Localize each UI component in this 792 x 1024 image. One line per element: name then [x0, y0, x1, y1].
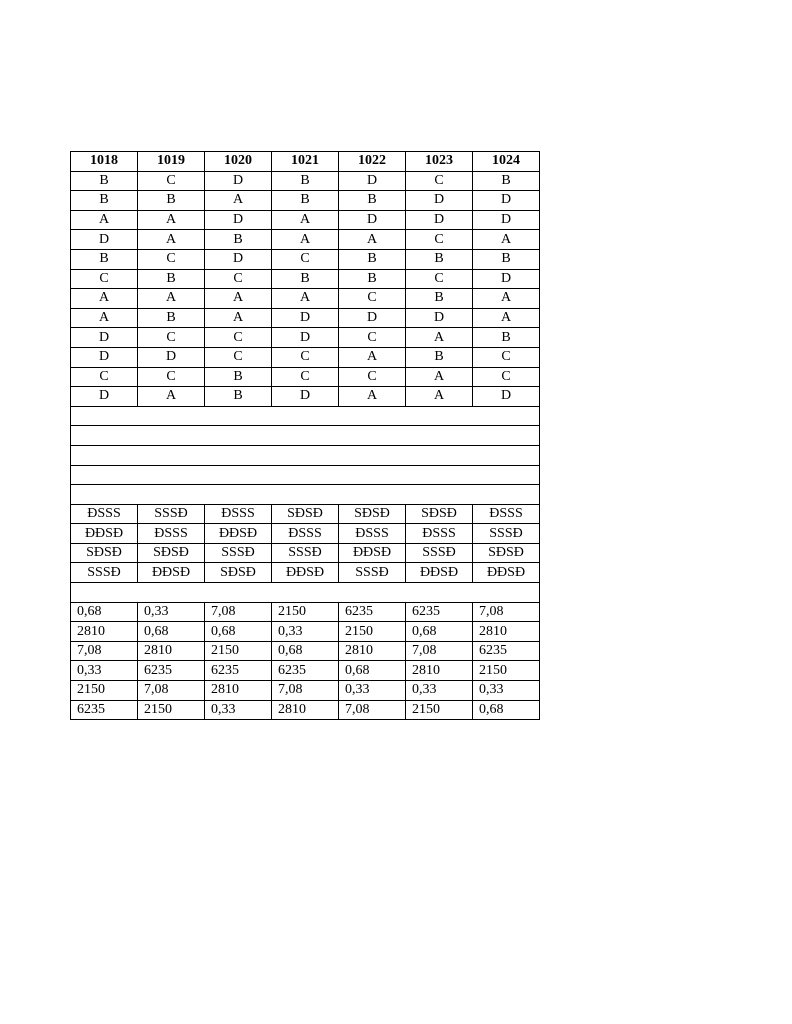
tf-answer-cell: SĐSĐ [71, 543, 138, 563]
mc-answer-cell: D [71, 347, 138, 367]
blank-cell [473, 465, 540, 485]
mc-answer-cell: A [205, 289, 272, 309]
true-false-row [71, 504, 540, 524]
mc-answer-cell: C [272, 347, 339, 367]
short-answer-cell: 7,08 [138, 681, 205, 701]
blank-separator-row [71, 465, 540, 485]
tf-answer-cell: ĐSSS [138, 524, 205, 544]
blank-cell [138, 445, 205, 465]
multiple-choice-row [71, 328, 540, 348]
mc-answer-cell: B [272, 191, 339, 211]
mc-answer-cell: B [339, 249, 406, 269]
mc-answer-cell: A [406, 328, 473, 348]
short-answer-cell: 2810 [339, 641, 406, 661]
tf-answer-cell: SĐSĐ [473, 543, 540, 563]
mc-answer-cell: A [71, 289, 138, 309]
blank-separator-row [71, 445, 540, 465]
mc-answer-cell: A [272, 210, 339, 230]
mc-answer-cell: C [406, 269, 473, 289]
exam-code-header-row [71, 152, 540, 172]
multiple-choice-row [71, 347, 540, 367]
multiple-choice-row [71, 171, 540, 191]
mc-answer-cell: C [138, 367, 205, 387]
mc-answer-cell: D [406, 308, 473, 328]
mc-answer-cell: D [272, 387, 339, 407]
blank-cell [406, 583, 473, 603]
blank-cell [473, 583, 540, 603]
tf-answer-cell: SSSĐ [71, 563, 138, 583]
mc-answer-cell: C [138, 171, 205, 191]
mc-answer-cell: D [339, 308, 406, 328]
mc-answer-cell: C [138, 249, 205, 269]
short-answer-row [71, 661, 540, 681]
exam-code-header: 1024 [473, 152, 540, 172]
blank-cell [272, 583, 339, 603]
mc-answer-cell: A [272, 289, 339, 309]
blank-cell [406, 485, 473, 505]
tf-answer-cell: SSSĐ [339, 563, 406, 583]
short-answer-cell: 2150 [272, 602, 339, 622]
mc-answer-cell: D [406, 191, 473, 211]
short-answer-cell: 6235 [272, 661, 339, 681]
mc-answer-cell: B [138, 269, 205, 289]
blank-cell [339, 406, 406, 426]
mc-answer-cell: A [406, 387, 473, 407]
blank-cell [272, 445, 339, 465]
blank-cell [71, 485, 138, 505]
mc-answer-cell: D [339, 210, 406, 230]
blank-cell [205, 583, 272, 603]
short-answer-cell: 2150 [205, 641, 272, 661]
mc-answer-cell: A [71, 308, 138, 328]
exam-code-header: 1023 [406, 152, 473, 172]
tf-answer-cell: SSSĐ [272, 543, 339, 563]
blank-cell [272, 406, 339, 426]
short-answer-row [71, 700, 540, 720]
mc-answer-cell: B [205, 387, 272, 407]
mc-answer-cell: C [138, 328, 205, 348]
blank-cell [272, 426, 339, 446]
mc-answer-cell: D [71, 328, 138, 348]
mc-answer-cell: A [339, 347, 406, 367]
mc-answer-cell: B [473, 328, 540, 348]
multiple-choice-row [71, 308, 540, 328]
true-false-row [71, 524, 540, 544]
blank-cell [272, 485, 339, 505]
short-answer-cell: 0,33 [272, 622, 339, 642]
short-answer-cell: 0,68 [406, 622, 473, 642]
mc-answer-cell: C [339, 328, 406, 348]
short-answer-cell: 6235 [205, 661, 272, 681]
mc-answer-cell: C [406, 230, 473, 250]
short-answer-cell: 2150 [138, 700, 205, 720]
short-answer-cell: 2150 [473, 661, 540, 681]
exam-code-header: 1019 [138, 152, 205, 172]
blank-cell [339, 485, 406, 505]
tf-answer-cell: ĐĐSĐ [71, 524, 138, 544]
tf-answer-cell: SĐSĐ [205, 563, 272, 583]
short-answer-cell: 6235 [71, 700, 138, 720]
tf-answer-cell: ĐĐSĐ [272, 563, 339, 583]
tf-answer-cell: ĐSSS [272, 524, 339, 544]
blank-separator-row [71, 583, 540, 603]
mc-answer-cell: A [272, 230, 339, 250]
mc-answer-cell: C [339, 289, 406, 309]
short-answer-cell: 0,33 [71, 661, 138, 681]
answer-key-body [71, 152, 540, 720]
short-answer-cell: 6235 [339, 602, 406, 622]
blank-cell [406, 426, 473, 446]
short-answer-cell: 2810 [205, 681, 272, 701]
blank-cell [406, 406, 473, 426]
short-answer-cell: 2810 [406, 661, 473, 681]
short-answer-cell: 7,08 [205, 602, 272, 622]
short-answer-cell: 6235 [138, 661, 205, 681]
tf-answer-cell: SSSĐ [473, 524, 540, 544]
mc-answer-cell: C [272, 367, 339, 387]
blank-cell [339, 445, 406, 465]
blank-cell [138, 406, 205, 426]
mc-answer-cell: A [138, 210, 205, 230]
mc-answer-cell: B [272, 269, 339, 289]
short-answer-cell: 2810 [71, 622, 138, 642]
mc-answer-cell: A [406, 367, 473, 387]
tf-answer-cell: SĐSĐ [339, 504, 406, 524]
mc-answer-cell: C [406, 171, 473, 191]
short-answer-cell: 0,33 [473, 681, 540, 701]
short-answer-cell: 0,33 [339, 681, 406, 701]
blank-cell [272, 465, 339, 485]
blank-cell [71, 583, 138, 603]
blank-cell [339, 465, 406, 485]
mc-answer-cell: C [71, 367, 138, 387]
answer-key-table [70, 151, 540, 720]
tf-answer-cell: SĐSĐ [138, 543, 205, 563]
mc-answer-cell: D [272, 308, 339, 328]
short-answer-cell: 2810 [272, 700, 339, 720]
tf-answer-cell: ĐĐSĐ [473, 563, 540, 583]
mc-answer-cell: D [473, 191, 540, 211]
short-answer-cell: 0,68 [339, 661, 406, 681]
short-answer-cell: 0,68 [272, 641, 339, 661]
short-answer-cell: 0,68 [473, 700, 540, 720]
blank-cell [138, 583, 205, 603]
mc-answer-cell: A [339, 230, 406, 250]
short-answer-cell: 0,33 [406, 681, 473, 701]
exam-code-header: 1021 [272, 152, 339, 172]
mc-answer-cell: D [71, 387, 138, 407]
blank-cell [138, 485, 205, 505]
multiple-choice-row [71, 387, 540, 407]
blank-separator-row [71, 406, 540, 426]
tf-answer-cell: SSSĐ [138, 504, 205, 524]
mc-answer-cell: D [406, 210, 473, 230]
tf-answer-cell: SĐSĐ [272, 504, 339, 524]
short-answer-cell: 7,08 [473, 602, 540, 622]
mc-answer-cell: C [205, 269, 272, 289]
mc-answer-cell: A [138, 230, 205, 250]
exam-code-header: 1022 [339, 152, 406, 172]
short-answer-cell: 7,08 [339, 700, 406, 720]
short-answer-cell: 7,08 [71, 641, 138, 661]
true-false-row [71, 563, 540, 583]
mc-answer-cell: D [339, 171, 406, 191]
blank-separator-row [71, 485, 540, 505]
multiple-choice-row [71, 367, 540, 387]
mc-answer-cell: B [339, 191, 406, 211]
short-answer-cell: 2150 [339, 622, 406, 642]
mc-answer-cell: D [473, 387, 540, 407]
short-answer-row [71, 641, 540, 661]
mc-answer-cell: B [406, 289, 473, 309]
mc-answer-cell: A [473, 308, 540, 328]
tf-answer-cell: SSSĐ [205, 543, 272, 563]
blank-cell [473, 406, 540, 426]
short-answer-cell: 0,68 [71, 602, 138, 622]
mc-answer-cell: B [205, 367, 272, 387]
short-answer-row [71, 602, 540, 622]
tf-answer-cell: ĐĐSĐ [138, 563, 205, 583]
mc-answer-cell: B [272, 171, 339, 191]
mc-answer-cell: A [473, 230, 540, 250]
mc-answer-cell: D [138, 347, 205, 367]
mc-answer-cell: A [205, 191, 272, 211]
short-answer-cell: 0,68 [138, 622, 205, 642]
short-answer-row [71, 622, 540, 642]
blank-cell [339, 583, 406, 603]
mc-answer-cell: B [71, 171, 138, 191]
short-answer-cell: 2810 [138, 641, 205, 661]
short-answer-cell: 6235 [406, 602, 473, 622]
mc-answer-cell: A [138, 289, 205, 309]
mc-answer-cell: B [71, 249, 138, 269]
tf-answer-cell: ĐSSS [71, 504, 138, 524]
multiple-choice-row [71, 210, 540, 230]
short-answer-cell: 7,08 [272, 681, 339, 701]
mc-answer-cell: B [406, 347, 473, 367]
short-answer-cell: 0,33 [138, 602, 205, 622]
tf-answer-cell: ĐSSS [205, 504, 272, 524]
mc-answer-cell: D [205, 210, 272, 230]
mc-answer-cell: A [339, 387, 406, 407]
tf-answer-cell: ĐSSS [406, 524, 473, 544]
blank-cell [71, 406, 138, 426]
mc-answer-cell: D [272, 328, 339, 348]
blank-cell [71, 465, 138, 485]
mc-answer-cell: D [205, 249, 272, 269]
blank-cell [205, 445, 272, 465]
mc-answer-cell: C [205, 328, 272, 348]
mc-answer-cell: C [71, 269, 138, 289]
blank-separator-row [71, 426, 540, 446]
blank-cell [473, 426, 540, 446]
short-answer-row [71, 681, 540, 701]
blank-cell [71, 445, 138, 465]
mc-answer-cell: B [205, 230, 272, 250]
mc-answer-cell: C [205, 347, 272, 367]
mc-answer-cell: B [71, 191, 138, 211]
mc-answer-cell: B [473, 171, 540, 191]
mc-answer-cell: B [138, 191, 205, 211]
exam-code-header: 1020 [205, 152, 272, 172]
short-answer-cell: 0,68 [205, 622, 272, 642]
mc-answer-cell: A [138, 387, 205, 407]
mc-answer-cell: A [71, 210, 138, 230]
blank-cell [138, 465, 205, 485]
mc-answer-cell: D [205, 171, 272, 191]
blank-cell [205, 406, 272, 426]
exam-code-header: 1018 [71, 152, 138, 172]
mc-answer-cell: C [473, 347, 540, 367]
tf-answer-cell: SSSĐ [406, 543, 473, 563]
blank-cell [406, 445, 473, 465]
short-answer-cell: 2150 [71, 681, 138, 701]
blank-cell [473, 445, 540, 465]
multiple-choice-row [71, 191, 540, 211]
short-answer-cell: 2810 [473, 622, 540, 642]
mc-answer-cell: A [473, 289, 540, 309]
blank-cell [205, 465, 272, 485]
short-answer-cell: 7,08 [406, 641, 473, 661]
blank-cell [473, 485, 540, 505]
short-answer-cell: 2150 [406, 700, 473, 720]
blank-cell [406, 465, 473, 485]
multiple-choice-row [71, 289, 540, 309]
tf-answer-cell: ĐĐSĐ [205, 524, 272, 544]
mc-answer-cell: C [339, 367, 406, 387]
multiple-choice-row [71, 230, 540, 250]
blank-cell [205, 426, 272, 446]
true-false-row [71, 543, 540, 563]
mc-answer-cell: D [71, 230, 138, 250]
mc-answer-cell: D [473, 210, 540, 230]
short-answer-cell: 0,33 [205, 700, 272, 720]
tf-answer-cell: ĐĐSĐ [406, 563, 473, 583]
tf-answer-cell: ĐSSS [473, 504, 540, 524]
short-answer-cell: 6235 [473, 641, 540, 661]
tf-answer-cell: ĐĐSĐ [339, 543, 406, 563]
blank-cell [339, 426, 406, 446]
blank-cell [205, 485, 272, 505]
multiple-choice-row [71, 269, 540, 289]
multiple-choice-row [71, 249, 540, 269]
mc-answer-cell: A [205, 308, 272, 328]
mc-answer-cell: B [138, 308, 205, 328]
blank-cell [71, 426, 138, 446]
tf-answer-cell: SĐSĐ [406, 504, 473, 524]
mc-answer-cell: C [473, 367, 540, 387]
blank-cell [138, 426, 205, 446]
mc-answer-cell: D [473, 269, 540, 289]
mc-answer-cell: B [473, 249, 540, 269]
mc-answer-cell: B [339, 269, 406, 289]
tf-answer-cell: ĐSSS [339, 524, 406, 544]
mc-answer-cell: C [272, 249, 339, 269]
mc-answer-cell: B [406, 249, 473, 269]
